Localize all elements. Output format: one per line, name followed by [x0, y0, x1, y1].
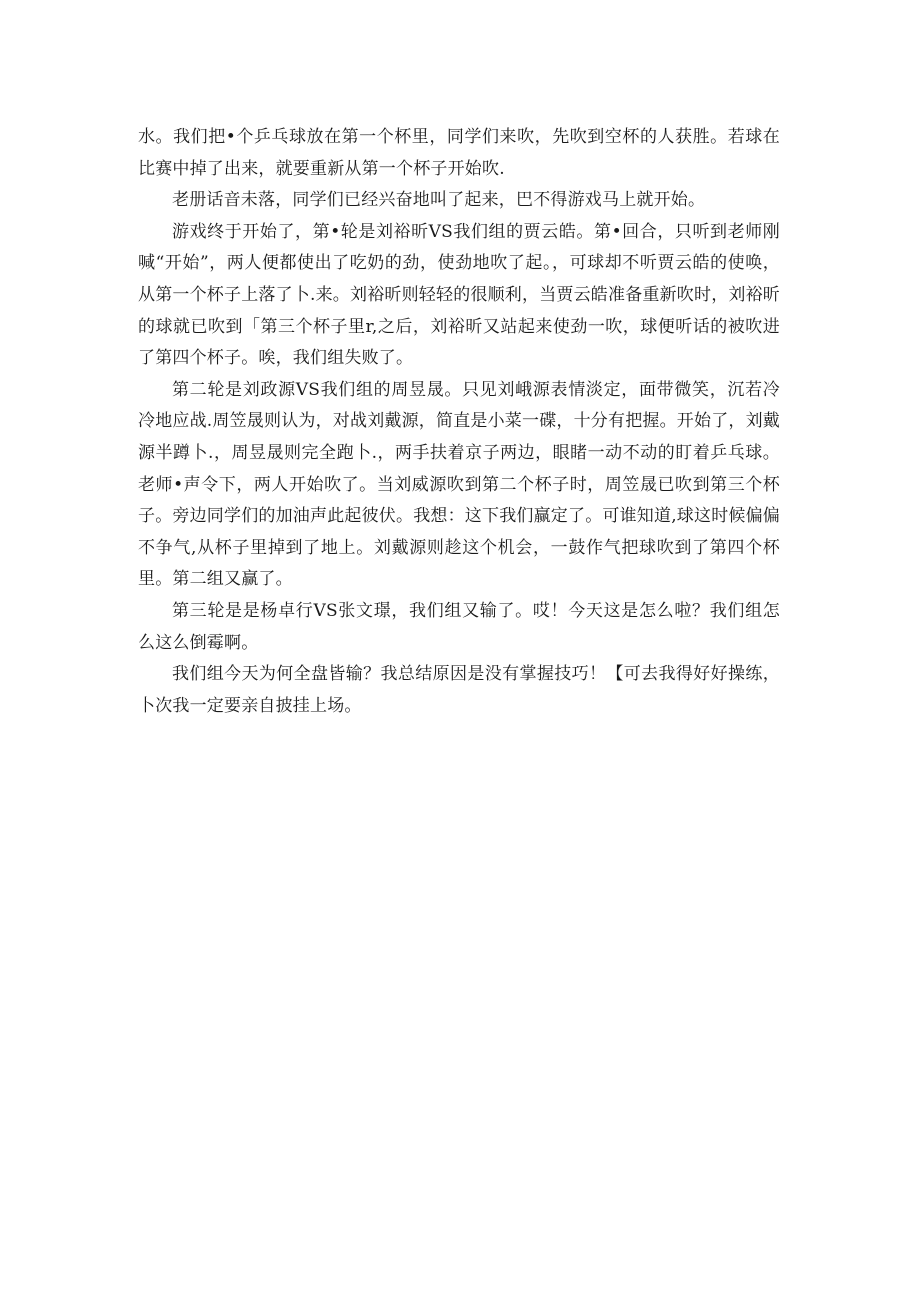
paragraph-conclusion: 我们组今天为何全盘皆输？我总结原因是没有掌握技巧！【可去我得好好操练，卜次我一定要亲自披挂上场。 [138, 664, 780, 716]
document-body [138, 122, 780, 722]
paragraph-round-three: 第三轮是是杨卓行VS张文璟，我们组又输了。哎！今天这是怎么啦？我们组怎么这么倒霉啊。 [138, 600, 780, 653]
paragraph-round-one: 游戏终于开始了，第•轮是刘裕昕VS我们组的贾云皓。第•回合，只听到老师刚喊“开始”，两人便都使出了吃奶的劲，使劲地吹了起。，可球却不听贾云皓的使唤，从第一个杯子上落了卜.来。刘裕昕则轻轻的很顺利，当贾云皓准备重新吹时，刘裕昕的球就已吹到「第三个杯子里r,之后，刘裕昕又站起来使劲一吹，球便听话的被吹进了第四个杯子。唉，我们组失败了。 [138, 221, 781, 369]
paragraph-round-two: 第二轮是刘政源VS我们组的周昱晟。只见刘峨源表情淡定，面带微笑，沉若冷冷地应战.周笠晟则认为，对战刘戴源，简直是小菜一碟，十分有把握。开始了，刘戴源半蹲卜.，周昱晟则完全跑卜.，两手扶着京子两边，眼睹一动不动的盯着乒乓球。老师•声令下，两人开始吹了。当刘威源吹到第二个杯子时，周笠晟已吹到第三个杯子。旁边同学们的加油声此起彼伏。我想：这下我们赢定了。可谁知道,球这时候偏偏不争气,从杯子里掉到了地上。刘戴源则趁这个机会，一鼓作气把球吹到了第四个杯里。第二组又赢了。 [138, 379, 781, 590]
paragraph-teacher-words: 老册话音未落，同学们已经兴奋地叫了起来，巴不得游戏马上就开始。 [172, 190, 706, 211]
paragraph-continuation: 水。我们把•个乒乓球放在第一个杯里，同学们来吹，先吹到空杯的人获胜。若球在比赛中掉了出来，就要重新从第一个杯子开始吹. [138, 127, 780, 179]
